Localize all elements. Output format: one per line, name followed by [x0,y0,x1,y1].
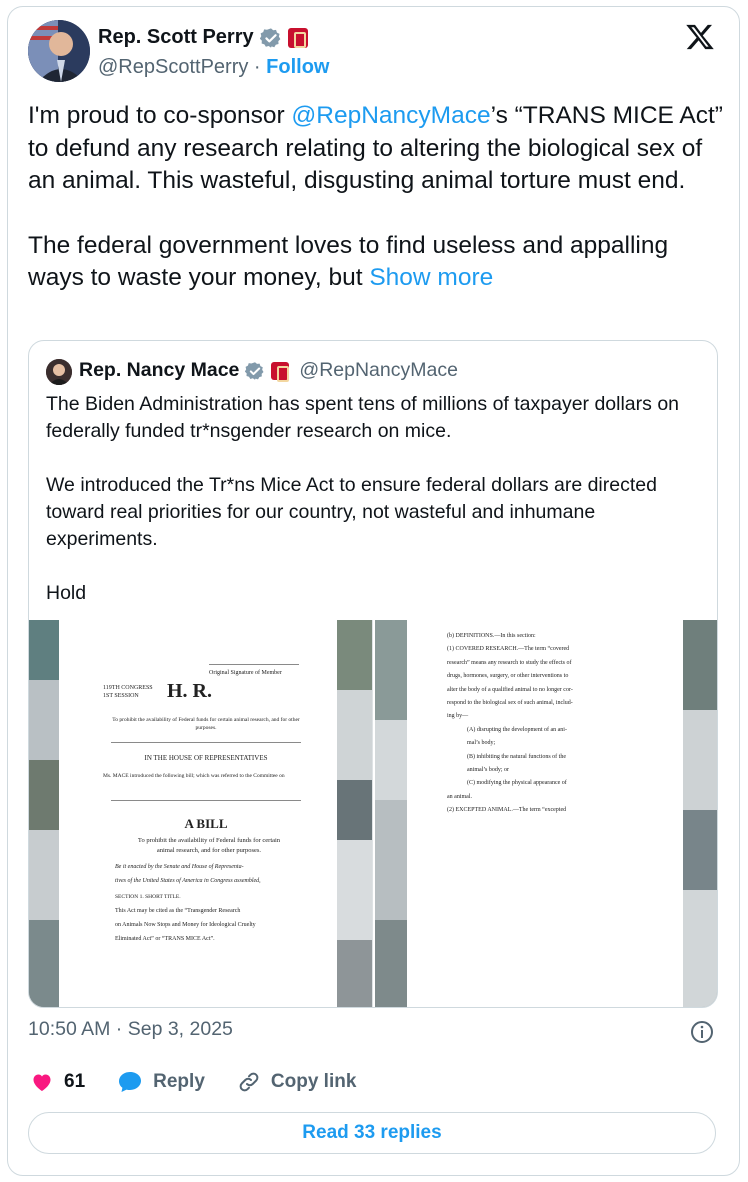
author-handle[interactable]: @RepScottPerry [98,56,249,78]
link-icon [237,1070,261,1094]
quote-paragraph-3: Hold [46,582,87,604]
doc-right-line: an animal. [447,793,472,800]
timestamp[interactable]: 10:50 AM · Sep 3, 2025 [28,1018,233,1040]
reply-bubble-icon [117,1070,143,1094]
doc-line-4: This Act may be cited as the “Transgender Research [115,908,241,914]
x-logo-icon[interactable] [684,22,716,52]
doc-header: Original Signature of Member [209,670,282,676]
signature-line [209,664,299,665]
doc-right-line: alter the body of a qualified animal to no longer cor- [447,686,573,693]
doc-congress: 119TH CONGRESS 1ST SESSION [103,685,153,699]
mouse-photo-strip [337,620,372,1008]
bill-page-left [59,620,337,1008]
like-button[interactable] [30,1070,85,1094]
reply-button[interactable] [117,1070,205,1094]
doc-right-line: (B) inhibiting the natural functions of the [467,753,566,760]
flag-badge-icon [271,362,289,380]
doc-introduced: Ms. MACE introduced the following bill; which was referred to the Committee on [103,773,285,779]
tweet-text-part1: I'm proud to co-sponsor [28,102,292,129]
doc-right-line: research” means any research to study the effects of [447,659,572,666]
like-count: 61 [64,1071,86,1092]
doc-right-line: mal’s body; [467,740,496,747]
doc-right-line: (A) disrupting the development of an ani- [467,726,567,733]
doc-right-line: ing by— [447,713,469,720]
doc-line-1: Be it enacted by the Senate and House of Representa- [115,864,244,870]
doc-hr: H. R. [167,680,212,702]
heart-icon [30,1070,54,1094]
doc-right-line: (C) modifying the physical appearance of [467,780,567,787]
verified-badge-icon [260,27,282,49]
divider [111,742,301,743]
reply-label: Reply [153,1071,205,1092]
divider [111,800,301,801]
quote-author-handle: @RepNancyMace [299,359,458,381]
quote-paragraph-2: We introduced the Tr*ns Mice Act to ensure federal dollars are directed toward real priorities for our country, not wasteful and inhumane experiments. [46,474,657,550]
author-avatar[interactable] [28,20,90,82]
media-image-bill-page-2[interactable] [375,620,718,1008]
doc-line-2: tives of the United States of America in Congress assembled, [115,878,261,884]
doc-title: A BILL [184,816,228,831]
doc-line-3: SECTION 1. SHORT TITLE. [115,894,181,900]
bill-page-right [407,620,683,1008]
doc-bill-purpose: To prohibit the availability of Federal funds for certain animal research, and for other purposes. [137,837,281,854]
info-icon[interactable] [690,1020,714,1044]
doc-right-line: animal’s body; or [467,767,509,774]
mouse-photo-strip [29,620,59,1008]
copy-link-button[interactable] [237,1070,357,1094]
tweet-text-part2: ’s “TRANS MICE Act” to defund any research relating to altering the biological sex of an animal. This wasteful, disgusting animal torture must end. [28,102,723,194]
copy-link-label: Copy link [270,1071,357,1092]
quote-media[interactable] [29,620,718,1008]
quote-text [46,391,706,607]
quoted-tweet[interactable] [28,340,718,1008]
tweet-text-part3: The federal government loves to find useless and appalling ways to waste your money, but [28,231,669,291]
doc-right-line: respond to the biological sex of such animal, includ- [447,700,573,707]
separator: · [253,56,261,78]
doc-right-line: drugs, hormones, surgery, or other interventions to [447,673,569,680]
doc-house: IN THE HOUSE OF REPRESENTATIVES [144,754,268,762]
author-name-row [98,26,308,49]
follow-button[interactable]: Follow [266,56,330,78]
mouse-photo-strip [683,620,718,1008]
doc-purpose: To prohibit the availability of Federal funds for certain animal research, and for other purposes. [112,717,300,731]
quote-author-row [79,359,458,382]
mouse-photo-strip [375,620,407,1008]
read-replies-button[interactable]: Read 33 replies [28,1112,716,1154]
quote-author-name: Rep. Nancy Mace [79,359,240,381]
quote-paragraph-1: The Biden Administration has spent tens of millions of taxpayer dollars on federally funded tr*nsgender research on mice. [46,393,680,442]
mention-link[interactable]: @RepNancyMace [291,102,491,129]
flag-badge-icon [288,28,308,48]
verified-badge-icon [245,361,265,381]
action-bar [30,1070,388,1094]
author-name[interactable]: Rep. Scott Perry [98,26,254,48]
doc-right-text [447,630,677,818]
quote-author-avatar [46,359,72,385]
tweet-text [28,100,728,295]
show-more-link[interactable]: Show more [369,264,494,291]
doc-right-line: (1) COVERED RESEARCH.—The term “covered [447,646,570,653]
doc-right-line: (2) EXCEPTED ANIMAL.—The term “excepted [447,807,567,814]
media-image-bill-page-1[interactable] [29,620,373,1008]
doc-line-5: on Animals Now Stops and Money for Ideological Cruelty [115,922,256,928]
doc-line-6: Eliminated Act” or “TRANS MICE Act”. [115,936,215,942]
author-handle-row [98,56,329,79]
doc-right-line: (b) DEFINITIONS.—In this section: [447,633,536,639]
